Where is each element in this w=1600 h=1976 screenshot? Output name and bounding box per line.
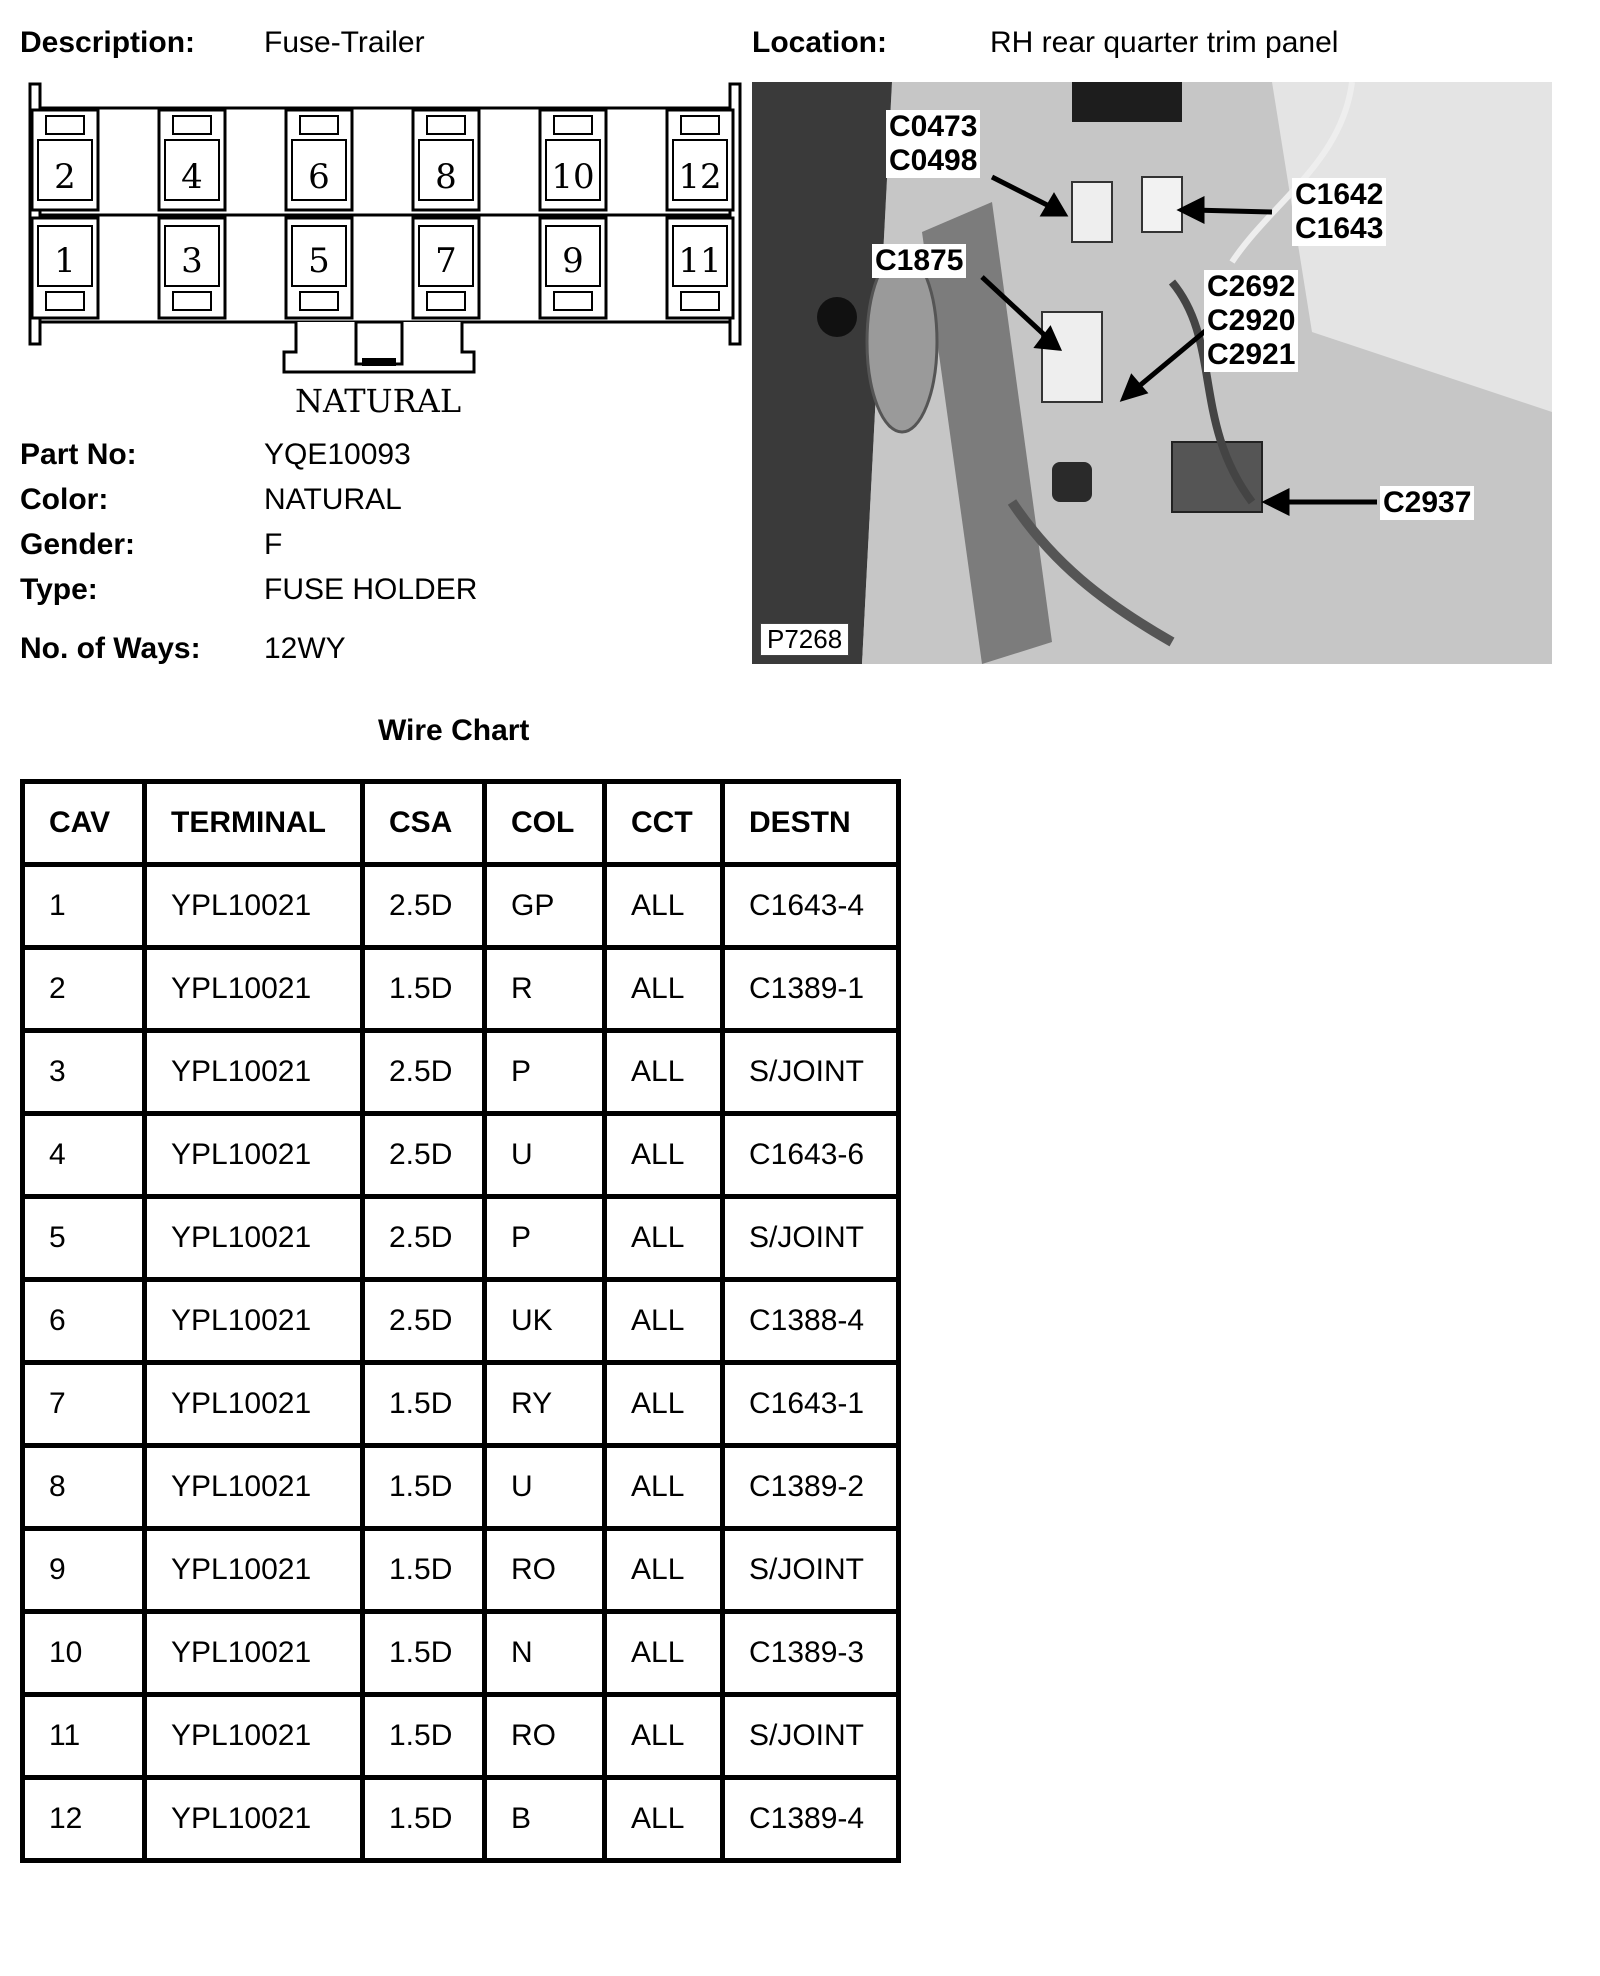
cavity-number-top: 8	[435, 157, 457, 197]
table-cell: 5	[23, 1197, 145, 1280]
location-label: Location:	[752, 26, 887, 59]
callout-c0498: C0498	[889, 144, 978, 177]
table-row	[23, 1529, 899, 1612]
table-cell: 8	[23, 1446, 145, 1529]
connector-color-caption: NATURAL	[294, 382, 462, 420]
table-cell: YPL10021	[145, 1280, 363, 1363]
table-cell: 11	[23, 1695, 145, 1778]
table-cell: 3	[23, 1031, 145, 1114]
table-row	[23, 1114, 899, 1197]
callout-c2920: C2920	[1207, 304, 1296, 337]
wire-chart-header-row	[23, 782, 899, 865]
table-cell: YPL10021	[145, 1031, 363, 1114]
callout-c2692: C2692	[1207, 270, 1296, 303]
callout-c1643: C1643	[1295, 212, 1384, 245]
table-cell: C1643-1	[723, 1363, 899, 1446]
cavity-number-top: 10	[551, 157, 595, 197]
cavity-number-bottom: 3	[181, 241, 203, 281]
table-cell: ALL	[605, 1031, 723, 1114]
detail-label: Type:	[20, 573, 98, 606]
column-header: DESTN	[723, 782, 899, 865]
callout-c1875: C1875	[872, 244, 966, 278]
table-cell: S/JOINT	[723, 1031, 899, 1114]
table-cell: YPL10021	[145, 1197, 363, 1280]
table-cell: N	[485, 1612, 605, 1695]
table-row	[23, 1446, 899, 1529]
detail-label: Gender:	[20, 528, 136, 561]
table-row	[23, 1612, 899, 1695]
table-cell: C1389-3	[723, 1612, 899, 1695]
column-header: CCT	[605, 782, 723, 865]
detail-label: Color:	[20, 483, 109, 516]
table-cell: C1389-1	[723, 948, 899, 1031]
table-cell: YPL10021	[145, 1114, 363, 1197]
callout-c1642: C1642	[1295, 178, 1384, 211]
table-cell: 2.5D	[363, 1280, 485, 1363]
photo-id: P7268	[760, 623, 849, 656]
table-cell: U	[485, 1114, 605, 1197]
table-cell: 12	[23, 1778, 145, 1861]
table-cell: 10	[23, 1612, 145, 1695]
table-cell: 1	[23, 865, 145, 948]
cavity-number-bottom: 7	[435, 241, 457, 281]
cavity-number-top: 4	[181, 157, 203, 197]
photo-illustration	[752, 82, 1552, 664]
table-cell: 1.5D	[363, 1529, 485, 1612]
column-header: TERMINAL	[145, 782, 363, 865]
table-cell: S/JOINT	[723, 1529, 899, 1612]
detail-value: FUSE HOLDER	[264, 573, 478, 606]
cavity-number-bottom: 11	[678, 241, 722, 281]
table-cell: ALL	[605, 865, 723, 948]
table-cell: ALL	[605, 1197, 723, 1280]
table-cell: C1389-4	[723, 1778, 899, 1861]
detail-value: YQE10093	[264, 438, 411, 471]
table-cell: P	[485, 1197, 605, 1280]
cavity-number-top: 2	[54, 157, 76, 197]
table-cell: 1.5D	[363, 948, 485, 1031]
table-cell: 1.5D	[363, 1612, 485, 1695]
table-cell: RO	[485, 1529, 605, 1612]
cavity-number-bottom: 5	[308, 241, 330, 281]
table-cell: ALL	[605, 1446, 723, 1529]
table-cell: YPL10021	[145, 1695, 363, 1778]
table-cell: YPL10021	[145, 1612, 363, 1695]
table-row	[23, 865, 899, 948]
table-cell: 1.5D	[363, 1778, 485, 1861]
table-cell: 2	[23, 948, 145, 1031]
table-cell: ALL	[605, 1778, 723, 1861]
table-cell: ALL	[605, 1363, 723, 1446]
table-cell: 2.5D	[363, 1031, 485, 1114]
callout-c2937: C2937	[1380, 486, 1474, 520]
table-cell: B	[485, 1778, 605, 1861]
table-cell: U	[485, 1446, 605, 1529]
table-cell: P	[485, 1031, 605, 1114]
callout-c2921: C2921	[1207, 338, 1296, 371]
table-cell: C1389-2	[723, 1446, 899, 1529]
detail-value: F	[264, 528, 283, 561]
cavity-number-bottom: 9	[562, 241, 584, 281]
table-cell: 1.5D	[363, 1446, 485, 1529]
column-header: CAV	[23, 782, 145, 865]
cavity-number-top: 12	[678, 157, 722, 197]
table-cell: C1388-4	[723, 1280, 899, 1363]
table-cell: ALL	[605, 948, 723, 1031]
fuse-holder-diagram	[26, 82, 744, 422]
description-label: Description:	[20, 26, 196, 59]
table-cell: S/JOINT	[723, 1695, 899, 1778]
table-row	[23, 1695, 899, 1778]
detail-value: NATURAL	[264, 483, 402, 516]
table-cell: ALL	[605, 1612, 723, 1695]
table-cell: RY	[485, 1363, 605, 1446]
callout-c0473: C0473	[889, 110, 978, 143]
table-cell: 2.5D	[363, 865, 485, 948]
wire-chart-table	[20, 779, 901, 1863]
wire-chart-title: Wire Chart	[378, 714, 530, 747]
table-cell: 1.5D	[363, 1695, 485, 1778]
table-cell: RO	[485, 1695, 605, 1778]
table-cell: 1.5D	[363, 1363, 485, 1446]
table-cell: GP	[485, 865, 605, 948]
column-header: COL	[485, 782, 605, 865]
detail-label: No. of Ways:	[20, 632, 201, 665]
table-cell: ALL	[605, 1695, 723, 1778]
table-row	[23, 1778, 899, 1861]
table-row	[23, 1031, 899, 1114]
detail-value: 12WY	[264, 632, 346, 665]
table-row	[23, 948, 899, 1031]
table-row	[23, 1197, 899, 1280]
description-value: Fuse-Trailer	[264, 26, 425, 59]
table-cell: S/JOINT	[723, 1197, 899, 1280]
table-cell: YPL10021	[145, 865, 363, 948]
table-cell: YPL10021	[145, 1446, 363, 1529]
table-cell: UK	[485, 1280, 605, 1363]
cavity-number-top: 6	[308, 157, 330, 197]
table-cell: YPL10021	[145, 948, 363, 1031]
table-cell: 2.5D	[363, 1197, 485, 1280]
table-row	[23, 1280, 899, 1363]
table-cell: 7	[23, 1363, 145, 1446]
table-cell: ALL	[605, 1529, 723, 1612]
table-cell: 6	[23, 1280, 145, 1363]
column-header: CSA	[363, 782, 485, 865]
cavity-number-bottom: 1	[54, 241, 76, 281]
location-photo	[752, 82, 1552, 664]
table-cell: C1643-4	[723, 865, 899, 948]
location-value: RH rear quarter trim panel	[990, 26, 1339, 59]
table-cell: R	[485, 948, 605, 1031]
table-cell: ALL	[605, 1114, 723, 1197]
table-cell: YPL10021	[145, 1778, 363, 1861]
table-cell: C1643-6	[723, 1114, 899, 1197]
table-cell: YPL10021	[145, 1529, 363, 1612]
table-cell: 9	[23, 1529, 145, 1612]
table-cell: ALL	[605, 1280, 723, 1363]
table-cell: YPL10021	[145, 1363, 363, 1446]
table-cell: 2.5D	[363, 1114, 485, 1197]
table-row	[23, 1363, 899, 1446]
table-cell: 4	[23, 1114, 145, 1197]
detail-label: Part No:	[20, 438, 137, 471]
